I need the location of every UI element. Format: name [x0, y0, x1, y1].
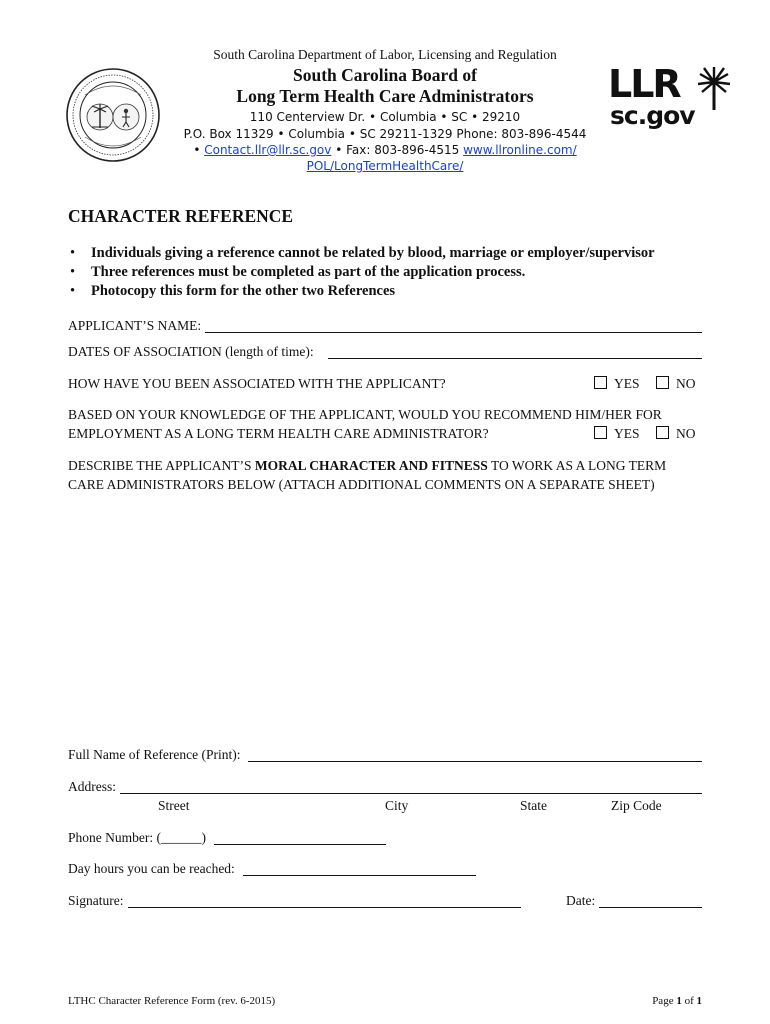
board-name-line2: Long Term Health Care Administrators — [236, 86, 534, 106]
website-link-part2[interactable]: POL/LongTermHealthCare/ — [306, 159, 464, 173]
llr-logo-text: LLR — [608, 62, 680, 106]
reference-name-field[interactable] — [248, 761, 702, 762]
palmetto-icon — [696, 66, 732, 112]
instruction-list — [68, 244, 728, 301]
describe-instruction-line2: CARE ADMINISTRATORS BELOW (ATTACH ADDITIONAL COMMENTS ON A SEPARATE SHEET) — [68, 477, 655, 492]
describe-instruction-line1 — [68, 458, 666, 474]
page-mid: of — [681, 995, 697, 1007]
footer-form-name: LTHC Character Reference Form (rev. 6-2015) — [68, 995, 276, 1007]
yes-label: YES — [614, 426, 640, 441]
department-name: South Carolina Department of Labor, Licensing and Regulation — [213, 47, 557, 62]
footer-page-number — [600, 995, 702, 1007]
describe-text-post: TO WORK AS A LONG TERM — [487, 458, 667, 473]
association-question: HOW HAVE YOU BEEN ASSOCIATED WITH THE APPLICANT? — [68, 376, 446, 391]
reference-name-label: Full Name of Reference (Print): — [68, 747, 241, 762]
form-title: CHARACTER REFERENCE — [68, 206, 294, 226]
mailing-address-phone: P.O. Box 11329 • Columbia • SC 29211-1329 Phone: 803-896-4544 — [183, 127, 587, 141]
instruction-item: • Individuals giving a reference cannot be related by blood, marriage or employer/supervisor — [68, 244, 728, 263]
yes-label: YES — [614, 376, 640, 391]
state-sublabel: State — [520, 798, 547, 813]
signature-field[interactable] — [128, 907, 521, 908]
no-label: NO — [676, 426, 696, 441]
association-no-checkbox[interactable] — [656, 376, 696, 392]
bullet-separator: • — [193, 143, 201, 157]
checkbox-square[interactable] — [656, 426, 669, 439]
signature-label: Signature: — [68, 893, 124, 908]
address-field[interactable] — [120, 793, 702, 794]
page-total: 1 — [696, 995, 702, 1007]
describe-text-bold: MORAL CHARACTER AND FITNESS — [254, 458, 488, 473]
fax-number: • Fax: 803-896-4515 — [335, 143, 460, 157]
describe-text-pre: DESCRIBE THE APPLICANT’S — [68, 458, 255, 473]
address-label: Address: — [68, 779, 116, 794]
date-field[interactable] — [599, 907, 702, 908]
street-sublabel: Street — [158, 798, 190, 813]
recommend-question-line2: EMPLOYMENT AS A LONG TERM HEALTH CARE ADMINISTRATOR? — [68, 426, 489, 441]
checkbox-square[interactable] — [594, 376, 607, 389]
phone-number-field[interactable] — [214, 844, 386, 845]
state-seal — [65, 67, 161, 163]
page-prefix: Page — [652, 995, 677, 1007]
applicant-name-label: APPLICANT’S NAME: — [68, 318, 202, 333]
checkbox-square[interactable] — [656, 376, 669, 389]
recommend-question-line1: BASED ON YOUR KNOWLEDGE OF THE APPLICANT, WOULD YOU RECOMMEND HIM/HER FOR — [68, 407, 662, 422]
board-name-line1: South Carolina Board of — [293, 65, 477, 85]
dates-of-association-label: DATES OF ASSOCIATION (length of time): — [68, 344, 314, 359]
day-hours-label: Day hours you can be reached: — [68, 861, 235, 876]
zip-code-sublabel: Zip Code — [611, 798, 662, 813]
instruction-item: • Three references must be completed as part of the application process. — [68, 263, 728, 282]
recommend-no-checkbox[interactable] — [656, 426, 696, 442]
website-link-part1[interactable]: www.llronline.com/ — [463, 143, 577, 157]
moral-character-response-area[interactable] — [68, 500, 702, 735]
llr-logo — [606, 64, 734, 134]
phone-number-label: Phone Number: (______) — [68, 830, 206, 845]
office-address: 110 Centerview Dr. • Columbia • SC • 29210 — [249, 110, 521, 124]
contact-email-link[interactable]: Contact.llr@llr.sc.gov — [204, 143, 332, 157]
checkbox-square[interactable] — [594, 426, 607, 439]
llr-logo-subtext: sc.gov — [610, 101, 695, 130]
day-hours-field[interactable] — [243, 875, 476, 876]
applicant-name-field[interactable] — [205, 332, 702, 333]
contact-line — [170, 143, 600, 157]
date-label: Date: — [566, 893, 596, 908]
website-line2 — [170, 159, 600, 173]
recommend-yes-checkbox[interactable] — [594, 426, 640, 442]
instruction-item: • Photocopy this form for the other two References — [68, 282, 728, 301]
dates-of-association-field[interactable] — [328, 358, 702, 359]
page-current: 1 — [676, 995, 682, 1007]
city-sublabel: City — [385, 798, 409, 813]
no-label: NO — [676, 376, 696, 391]
association-yes-checkbox[interactable] — [594, 376, 640, 392]
